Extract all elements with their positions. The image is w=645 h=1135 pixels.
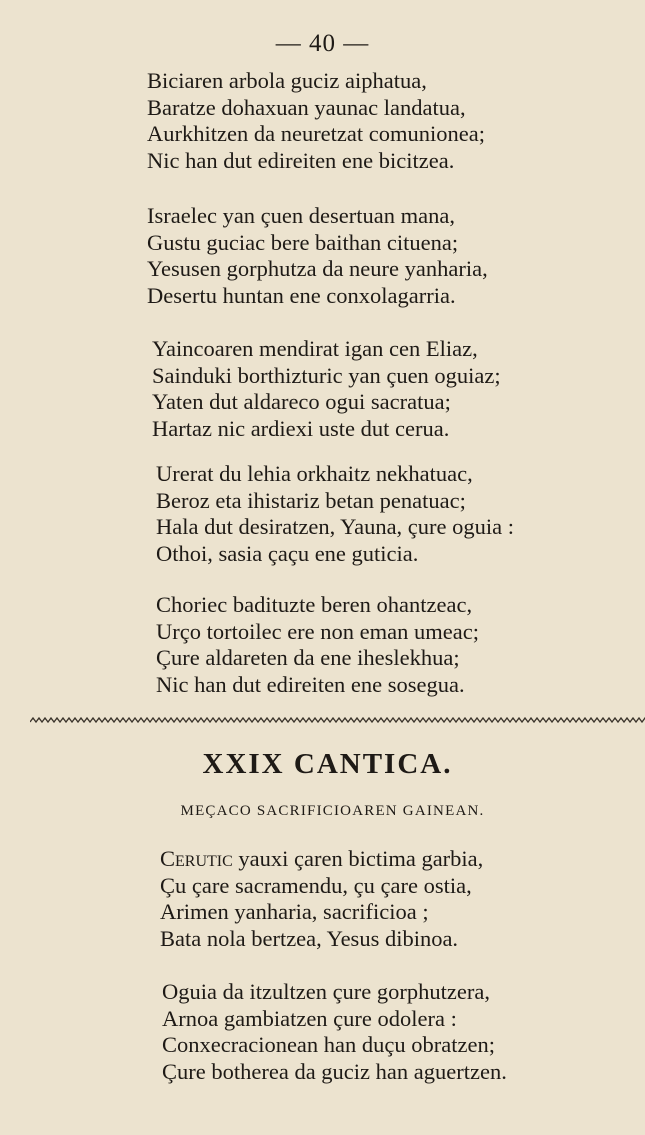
verse-line: Choriec badituzte beren ohantzeac, <box>156 592 473 617</box>
verse-line: Oguia da itzultzen çure gorphutzera, <box>162 979 490 1004</box>
verse-line: Çure botherea da guciz han aguertzen. <box>162 1059 507 1085</box>
verse-line: Nic han dut edireiten ene bicitzea. <box>147 148 455 174</box>
page-number: — 40 — <box>275 30 370 57</box>
verse-line: Desertu huntan ene conxolagarria. <box>147 283 456 309</box>
verse-line-rest: yauxi çaren bictima garbia, <box>232 846 484 871</box>
verse-line: Yaincoaren mendirat igan cen Eliaz, <box>152 336 478 361</box>
drop-word: Cerutic <box>160 846 233 871</box>
verse-line: Conxecracionean han duçu obratzen; <box>162 1032 495 1058</box>
verse-line: Othoi, sasia çaçu ene guticia. <box>156 541 419 567</box>
verse-line: Urerat du lehia orkhaitz nekhatuac, <box>156 461 473 486</box>
verse-line: Beroz eta ihistariz betan penatuac; <box>156 487 466 513</box>
verse-line: Arimen yanharia, sacrificioa ; <box>160 899 429 925</box>
verse-line: Hala dut desiratzen, Yauna, çure oguia : <box>156 514 515 540</box>
section-subtitle: MEÇACO SACRIFICIOAREN GAINEAN. <box>180 803 485 819</box>
verse-line: Bata nola bertzea, Yesus dibinoa. <box>160 926 459 952</box>
verse-line: Hartaz nic ardiexi uste dut cerua. <box>152 416 450 442</box>
verse-line: Nic han dut edireiten ene sosegua. <box>156 672 465 698</box>
verse-line: Urço tortoilec ere non eman umeac; <box>156 618 479 644</box>
stanza-3 <box>152 336 501 443</box>
verse-line: Sainduki borthizturic yan çuen oguiaz; <box>152 362 501 388</box>
verse-line: Yesusen gorphutza da neure yanharia, <box>147 256 488 282</box>
stanza-2 <box>147 203 488 310</box>
wavy-divider <box>30 716 645 728</box>
stanza-4 <box>156 461 514 568</box>
verse-line: Biciaren arbola guciz aiphatua, <box>147 68 427 93</box>
stanza-7 <box>162 979 507 1086</box>
stanza-6 <box>160 846 483 953</box>
verse-line: Yaten dut aldareco ogui sacratua; <box>152 389 451 415</box>
stanza-5 <box>156 592 479 699</box>
verse-line: Aurkhitzen da neuretzat comunionea; <box>147 121 485 147</box>
verse-line: Çu çare sacramendu, çu çare ostia, <box>160 872 472 898</box>
verse-line: Israelec yan çuen desertuan mana, <box>147 203 455 228</box>
verse-line <box>160 846 483 873</box>
verse-line: Gustu guciac bere baithan cituena; <box>147 229 459 255</box>
verse-line: Arnoa gambiatzen çure odolera : <box>162 1005 457 1031</box>
verse-line: Baratze dohaxuan yaunac landatua, <box>147 94 466 120</box>
section-title: XXIX CANTICA. <box>202 748 453 780</box>
verse-line: Çure aldareten da ene iheslekhua; <box>156 645 460 671</box>
stanza-1 <box>147 68 485 175</box>
